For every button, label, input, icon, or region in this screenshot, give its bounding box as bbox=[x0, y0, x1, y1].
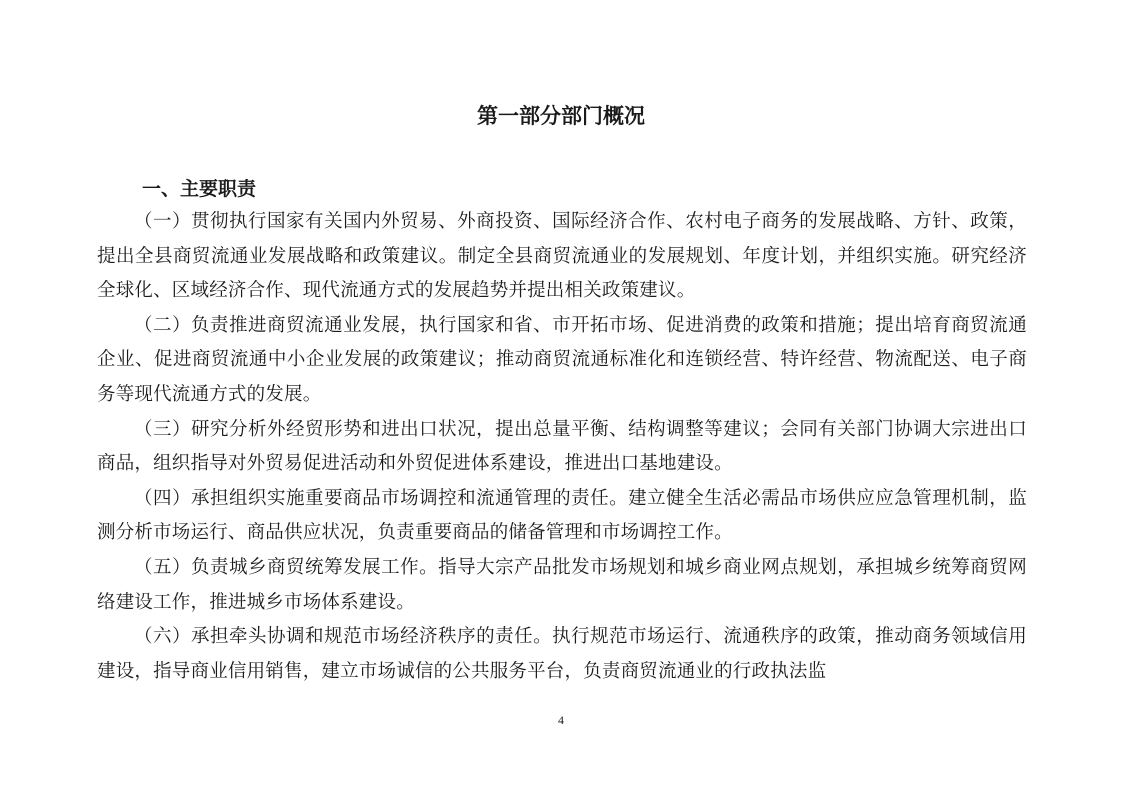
paragraph-5: （五）负责城乡商贸统筹发展工作。指导大宗产品批发市场规划和城乡商业网点规划，承担城乡统筹商贸网络建设工作，推进城乡市场体系建设。 bbox=[97, 556, 1027, 613]
paragraph-6: （六）承担牵头协调和规范市场经济秩序的责任。执行规范市场运行、流通秩序的政策，推动商务领域信用建设，指导商业信用销售，建立市场诚信的公共服务平台，负责商贸流通业的行政执法监 bbox=[97, 626, 1027, 682]
paragraph-2: （二）负责推进商贸流通业发展，执行国家和省、市开拓市场、促进消费的政策和措施；提出培育商贸流通企业、促进商贸流通中小企业发展的政策建议；推动商贸流通标准化和连锁经营、特许经营、物流配送、电子商务等现代流通方式的发展。 bbox=[97, 314, 1027, 405]
paragraph-4: （四）承担组织实施重要商品市场调控和流通管理的责任。建立健全生活必需品市场供应应急管理机制，监测分析市场运行、商品供应状况，负责重要商品的储备管理和市场调控工作。 bbox=[97, 487, 1027, 544]
paragraph-1: （一）贯彻执行国家有关国内外贸易、外商投资、国际经济合作、农村电子商务的发展战略、方针、政策，提出全县商贸流通业发展战略和政策建议。制定全县商贸流通业的发展规划、年度计划，并组织实施。研究经济全球化、区域经济合作、现代流通方式的发展趋势并提出相关政策建议。 bbox=[97, 211, 1027, 302]
page-number: 4 bbox=[558, 713, 564, 727]
page-title: 第一部分部门概况 bbox=[477, 104, 645, 128]
section-heading: 一、主要职责 bbox=[142, 178, 257, 200]
body-text bbox=[97, 205, 1027, 689]
paragraph-3: （三）研究分析外经贸形势和进出口状况，提出总量平衡、结构调整等建议；会同有关部门协调大宗进出口商品，组织指导对外贸易促进活动和外贸促进体系建设，推进出口基地建设。 bbox=[97, 418, 1027, 475]
